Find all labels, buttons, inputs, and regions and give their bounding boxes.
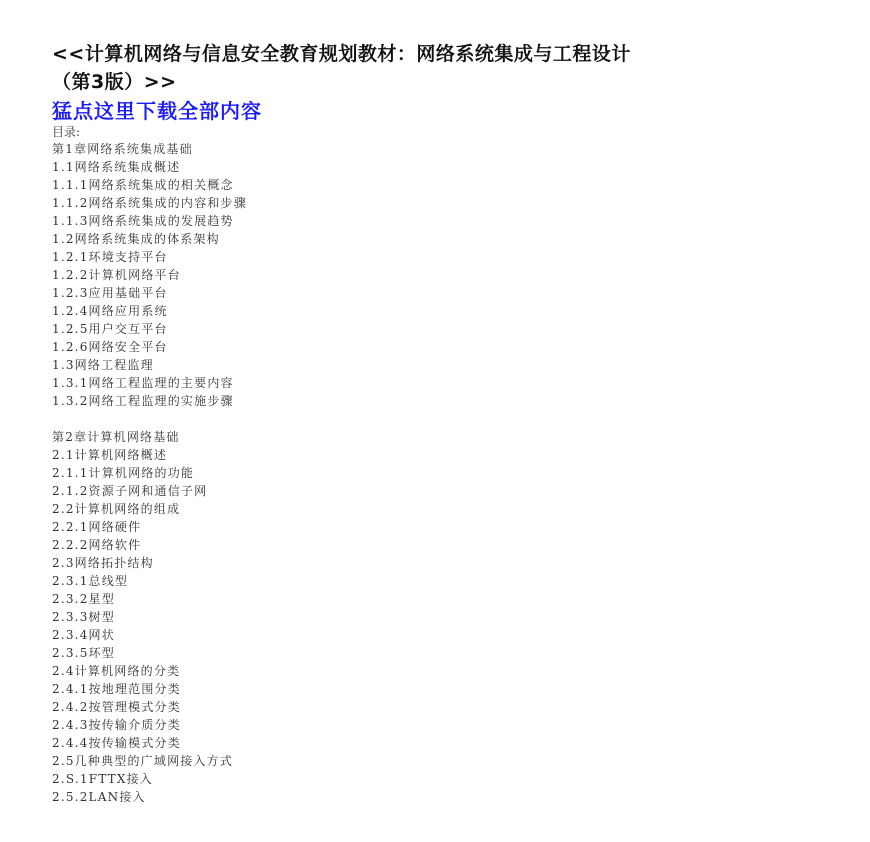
toc-item: 2.3.4网状 bbox=[52, 628, 115, 642]
toc-item: 2.S.1FTTX接入 bbox=[52, 772, 153, 786]
toc-spacer bbox=[52, 410, 842, 428]
table-of-contents bbox=[52, 140, 842, 806]
toc-item: 2.5.2LAN接入 bbox=[52, 790, 146, 804]
toc-item: 1.2.5用户交互平台 bbox=[52, 322, 168, 336]
toc-item: 2.3网络拓扑结构 bbox=[52, 556, 154, 570]
toc-item: 2.4.4按传输模式分类 bbox=[52, 736, 181, 750]
toc-item: 1.2网络系统集成的体系架构 bbox=[52, 232, 220, 246]
toc-item: 2.4.3按传输介质分类 bbox=[52, 718, 181, 732]
toc-item: 1.2.4网络应用系统 bbox=[52, 304, 168, 318]
toc-item: 1.1网络系统集成概述 bbox=[52, 160, 181, 174]
toc-item: 1.3.2网络工程监理的实施步骤 bbox=[52, 394, 234, 408]
toc-item: 2.2.1网络硬件 bbox=[52, 520, 142, 534]
toc-item: 2.2计算机网络的组成 bbox=[52, 502, 181, 516]
toc-item: 第2章计算机网络基础 bbox=[52, 430, 180, 444]
document-title bbox=[52, 40, 842, 96]
toc-item: 2.5几种典型的广域网接入方式 bbox=[52, 754, 234, 768]
toc-item: 1.2.3应用基础平台 bbox=[52, 286, 168, 300]
toc-item: 1.1.2网络系统集成的内容和步骤 bbox=[52, 196, 247, 210]
toc-heading: 目录: bbox=[52, 125, 81, 139]
toc-item: 第1章网络系统集成基础 bbox=[52, 142, 193, 156]
toc-item: 2.3.2星型 bbox=[52, 592, 115, 606]
toc-item: 1.1.3网络系统集成的发展趋势 bbox=[52, 214, 234, 228]
toc-item: 1.1.1网络系统集成的相关概念 bbox=[52, 178, 234, 192]
toc-item: 2.3.3树型 bbox=[52, 610, 115, 624]
toc-item: 2.4.2按管理模式分类 bbox=[52, 700, 181, 714]
toc-item: 2.3.1总线型 bbox=[52, 574, 129, 588]
title-line-1: <<计算机网络与信息安全教育规划教材：网络系统集成与工程设计 bbox=[52, 43, 631, 65]
toc-item: 2.3.5环型 bbox=[52, 646, 115, 660]
toc-item: 2.4计算机网络的分类 bbox=[52, 664, 181, 678]
toc-item: 2.1.1计算机网络的功能 bbox=[52, 466, 195, 480]
toc-item: 1.2.2计算机网络平台 bbox=[52, 268, 181, 282]
toc-item: 2.4.1按地理范围分类 bbox=[52, 682, 181, 696]
toc-item: 1.2.1环境支持平台 bbox=[52, 250, 168, 264]
toc-item: 2.2.2网络软件 bbox=[52, 538, 142, 552]
toc-item: 2.1计算机网络概述 bbox=[52, 448, 168, 462]
document-page bbox=[52, 40, 842, 806]
download-all-link[interactable]: 猛点这里下载全部内容 bbox=[52, 99, 262, 123]
toc-item: 2.1.2资源子网和通信子网 bbox=[52, 484, 208, 498]
title-line-2: （第3版）>> bbox=[52, 71, 177, 93]
toc-item: 1.3.1网络工程监理的主要内容 bbox=[52, 376, 234, 390]
toc-item: 1.2.6网络安全平台 bbox=[52, 340, 168, 354]
toc-item: 1.3网络工程监理 bbox=[52, 358, 154, 372]
